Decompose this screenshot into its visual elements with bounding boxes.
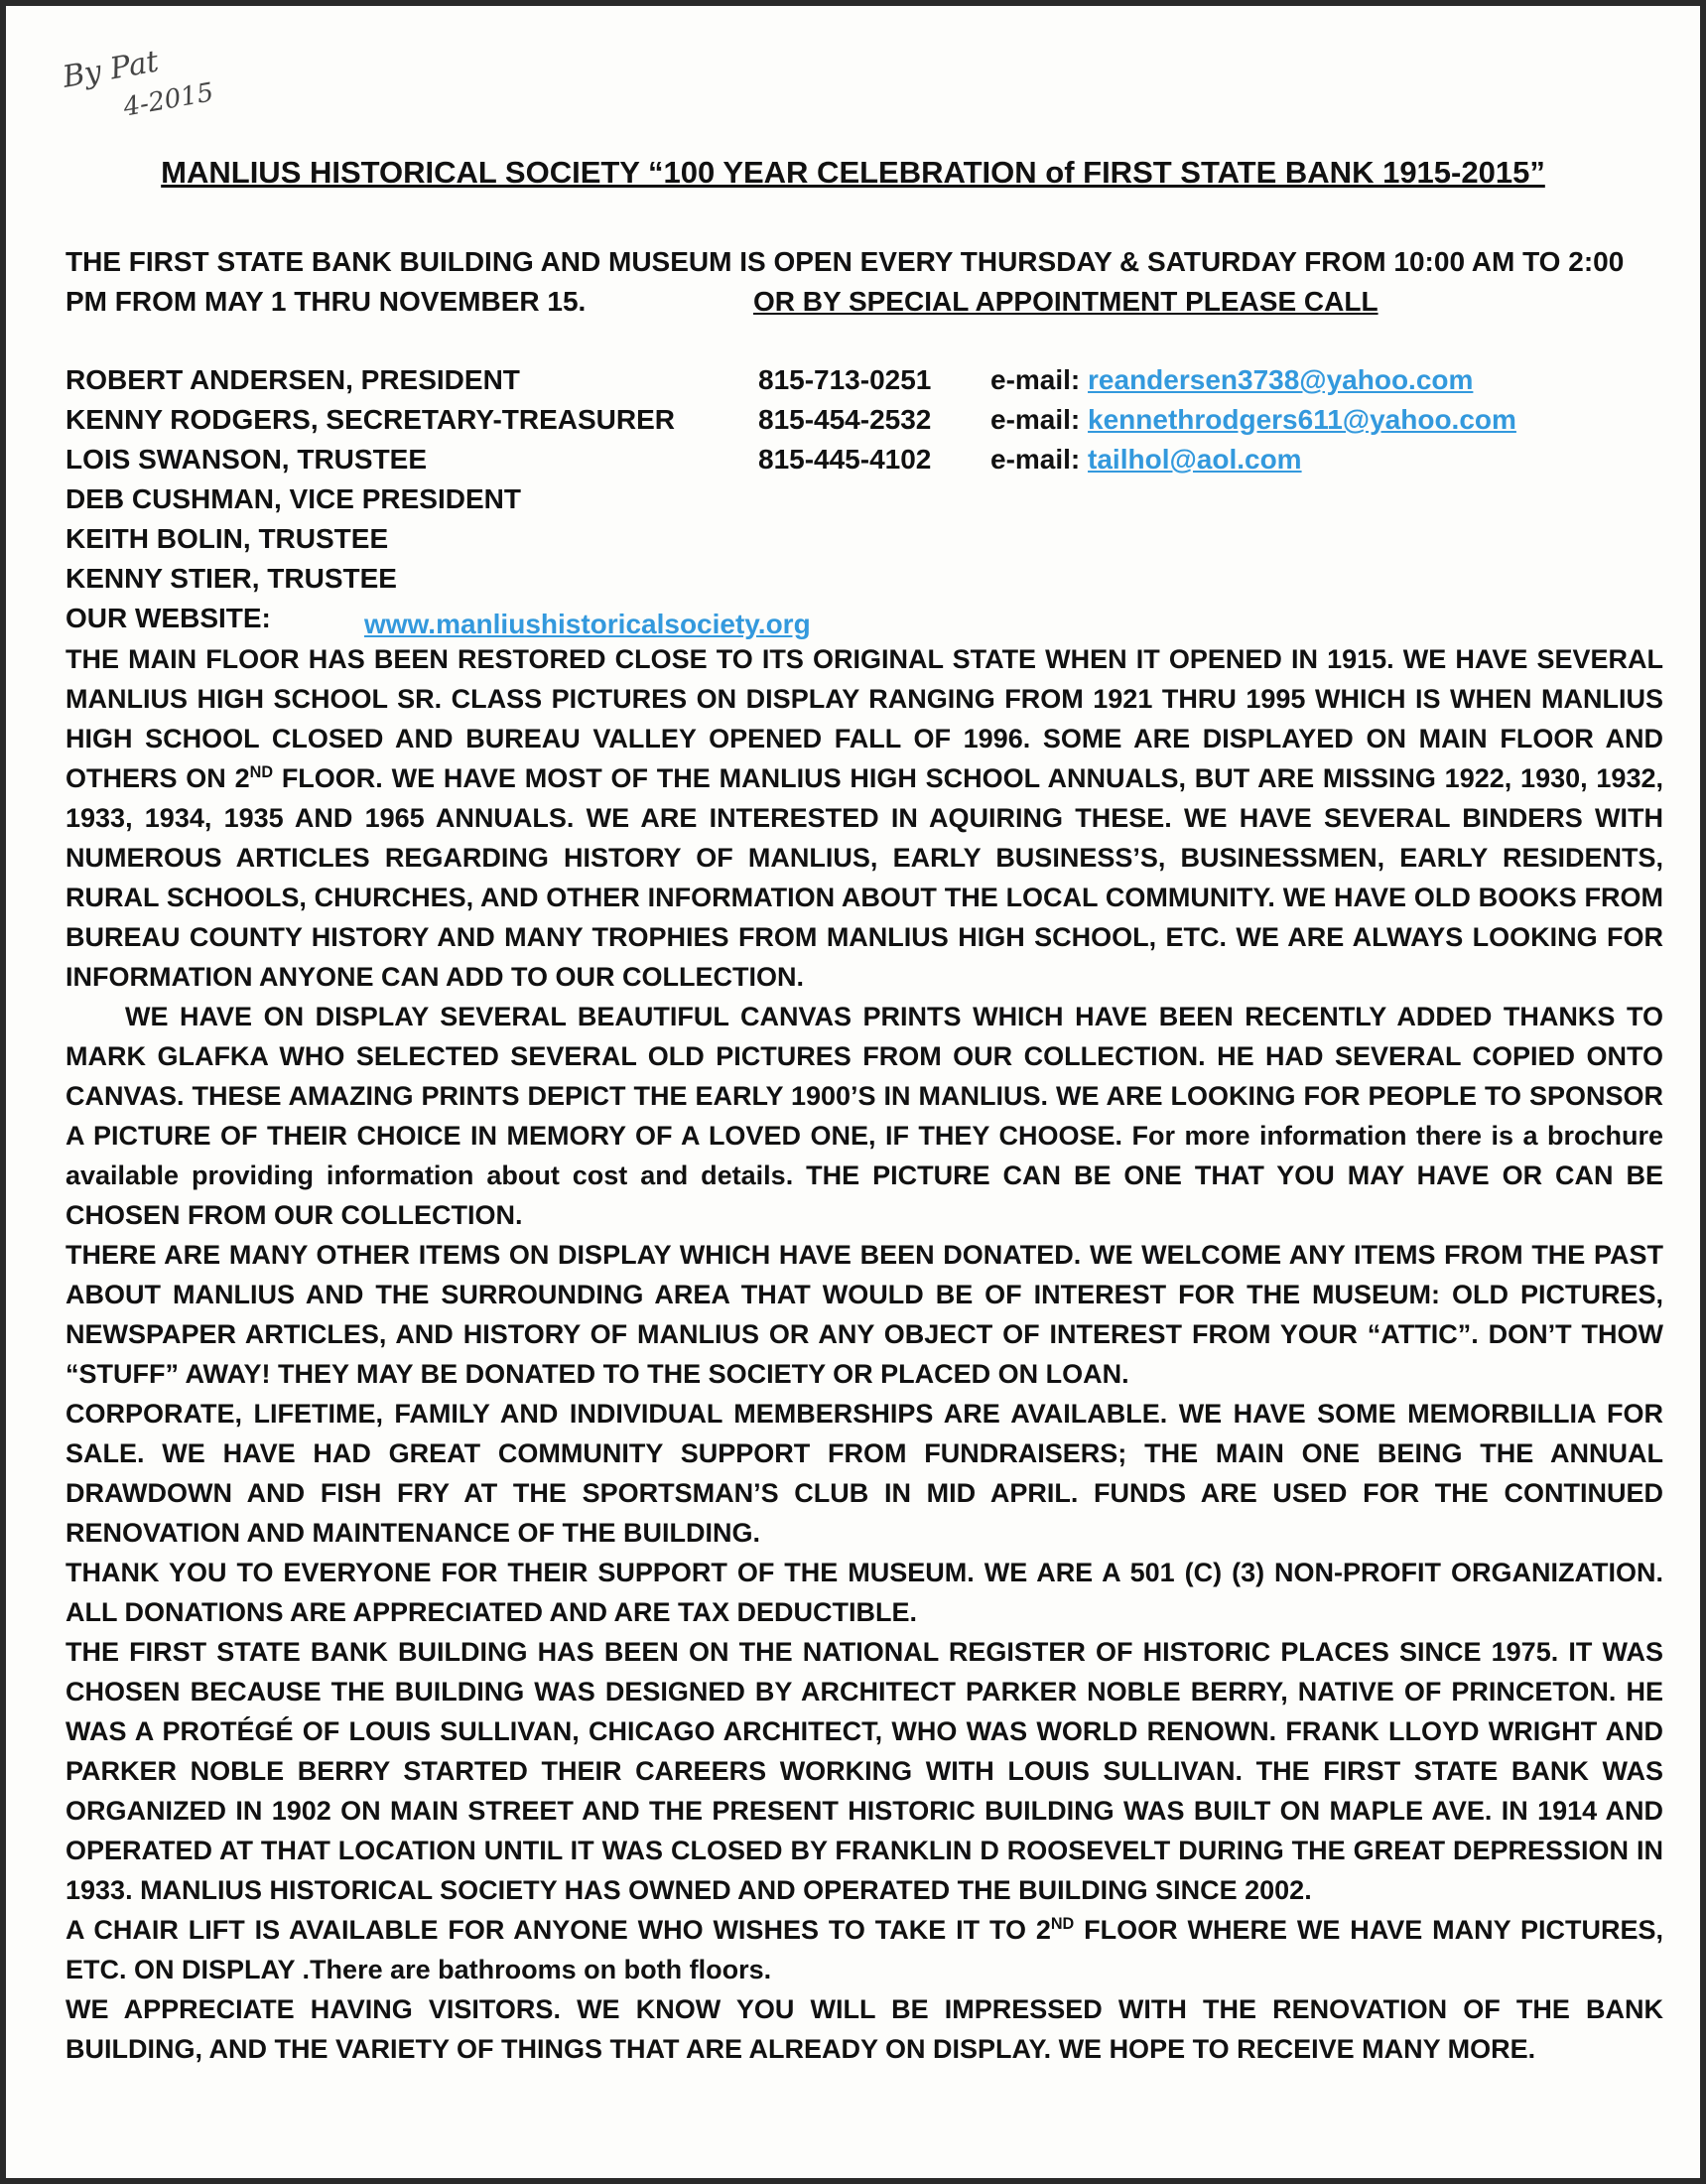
paragraph-text: FLOOR. WE HAVE MOST OF THE MANLIUS HIGH SCHOOL ANNUALS, BUT ARE MISSING 1922, 1930, 1932, 1933, 1934, 1935 AND 1965 ANNUALS. WE ARE INTERESTED IN AQUIRING THESE. WE HAVE SEVERAL BINDERS WITH NUMEROUS ARTICLES REGARDING HISTORY OF MANLIUS, EARLY BUSINESS’S, BUSINESSMEN, EARLY RESIDENTS, RURAL SCHOOLS, CHURCHES, AND OTHER INFORMATION ABOUT THE LOCAL COMMUNITY. WE HAVE OLD BOOKS FROM BUREAU COUNTY HISTORY AND MANY TROPHIES FROM MANLIUS HIGH SCHOOL, ETC. WE ARE ALWAYS LOOKING FOR INFORMATION ANYONE CAN ADD TO OUR COLLECTION. (66, 763, 1663, 992)
email-label: e-mail: (990, 364, 1081, 395)
paragraph-memberships: CORPORATE, LIFETIME, FAMILY AND INDIVIDUAL MEMBERSHIPS ARE AVAILABLE. WE HAVE SOME MEMORBILLIA FOR SALE. WE HAVE HAD GREAT COMMUNITY SUPPORT FROM FUNDRAISERS; THE MAIN ONE BEING THE ANNUAL DRAWDOWN AND FISH FRY AT THE SPORTSMAN’S CLUB IN MID APRIL. FUNDS ARE USED FOR THE CONTINUED RENOVATION AND MAINTENANCE OF THE BUILDING. (66, 1399, 1663, 1548)
paragraph-donated-items: THERE ARE MANY OTHER ITEMS ON DISPLAY WHICH HAVE BEEN DONATED. WE WELCOME ANY ITEMS FROM THE PAST ABOUT MANLIUS AND THE SURROUNDING AREA THAT WOULD BE OF INTEREST FOR THE MUSEUM: OLD PICTURES, NEWSPAPER ARTICLES, AND HISTORY OF MANLIUS OR ANY OBJECT OF INTEREST FROM YOUR “ATTIC”. DON’T THOW “STUFF” AWAY! THEY MAY BE DONATED TO THE SOCIETY OR PLACED ON LOAN. (66, 1240, 1663, 1389)
website-row (66, 599, 1653, 638)
email-label: e-mail: (990, 444, 1081, 475)
paragraph-main-floor (66, 639, 1663, 997)
officer-name: DEB CUSHMAN, VICE PRESIDENT (66, 483, 521, 514)
officer-phone: 815-454-2532 (758, 404, 932, 435)
officer-row (66, 479, 1653, 519)
paragraph-text: THE MAIN FLOOR HAS BEEN RESTORED CLOSE TO ITS ORIGINAL STATE WHEN IT OPENED IN 1915. WE HAVE SEVERAL MANLIUS HIGH SCHOOL SR. CLASS PICTURES ON DISPLAY RANGING FROM 1921 THRU 1995 WHICH IS WHEN MANLIUS HIGH SCHOOL CLOSED AND BUREAU VALLEY OPENED FALL OF 1996. SOME ARE DISPLAYED ON MAIN FLOOR AND OTHERS ON 2 (66, 644, 1663, 793)
document-page (6, 6, 1700, 2178)
paragraph-text: THE PICTURE CAN BE ONE THAT YOU MAY HAVE OR CAN BE CHOSEN FROM OUR COLLECTION. (66, 1160, 1663, 1230)
superscript: ND (249, 763, 274, 781)
paragraph-text: There are bathrooms on both floors. (310, 1955, 772, 1984)
handwritten-author: By Pat (60, 44, 162, 95)
officer-row (66, 400, 1653, 440)
officer-email-group (990, 400, 1516, 440)
paragraph-text: WE HAVE ON DISPLAY SEVERAL BEAUTIFUL CANVAS PRINTS WHICH HAVE BEEN RECENTLY ADDED THANKS TO MARK GLAFKA WHO SELECTED SEVERAL OLD PICTURES FROM OUR COLLECTION. HE HAD SEVERAL COPIED ONTO CANVAS. THESE AMAZING PRINTS DEPICT THE EARLY 1900’S IN MANLIUS. WE ARE LOOKING FOR PEOPLE TO SPONSOR A PICTURE OF THEIR CHOICE IN MEMORY OF A LOVED ONE, IF THEY CHOOSE. (66, 1002, 1663, 1151)
officer-name: KEITH BOLIN, TRUSTEE (66, 523, 389, 554)
officers-list (66, 360, 1653, 638)
officer-name: ROBERT ANDERSEN, PRESIDENT (66, 364, 520, 395)
officer-row (66, 519, 1653, 559)
officer-email-link[interactable]: tailhol@aol.com (1088, 444, 1302, 475)
officer-row (66, 440, 1653, 479)
handwritten-date: 4-2015 (121, 77, 216, 123)
officer-phone: 815-445-4102 (758, 444, 932, 475)
body-text (66, 639, 1663, 2069)
officer-email-link[interactable]: kennethrodgers611@yahoo.com (1088, 404, 1516, 435)
paragraph-visitors: WE APPRECIATE HAVING VISITORS. WE KNOW YOU WILL BE IMPRESSED WITH THE RENOVATION OF THE BANK BUILDING, AND THE VARIETY OF THINGS THAT ARE ALREADY ON DISPLAY. WE HOPE TO RECEIVE MANY MORE. (66, 1994, 1663, 2064)
opening-hours (66, 242, 1653, 322)
paragraph-chair-lift (66, 1910, 1663, 1989)
paragraph-canvas-prints (66, 997, 1663, 1235)
officer-row (66, 360, 1653, 400)
officer-row (66, 559, 1653, 599)
officer-phone: 815-713-0251 (758, 364, 932, 395)
officer-email-group (990, 440, 1302, 479)
superscript: ND (1050, 1915, 1075, 1933)
officer-email-group (990, 360, 1473, 400)
handwritten-note (60, 34, 216, 137)
page-title: MANLIUS HISTORICAL SOCIETY “100 YEAR CELEBRATION of FIRST STATE BANK 1915-2015” (161, 155, 1545, 190)
paragraph-thanks: THANK YOU TO EVERYONE FOR THEIR SUPPORT OF THE MUSEUM. WE ARE A 501 (C) (3) NON-PROFIT ORGANIZATION. ALL DONATIONS ARE APPRECIATED AND ARE TAX DEDUCTIBLE. (66, 1558, 1663, 1627)
officer-name: LOIS SWANSON, TRUSTEE (66, 444, 428, 475)
paragraph-national-register: THE FIRST STATE BANK BUILDING HAS BEEN ON THE NATIONAL REGISTER OF HISTORIC PLACES SINCE 1975. IT WAS CHOSEN BECAUSE THE BUILDING WAS DESIGNED BY ARCHITECT PARKER NOBLE BERRY, NATIVE OF PRINCETON. HE WAS A PROTÉGÉ OF LOUIS SULLIVAN, CHICAGO ARCHITECT, WHO WAS WORLD RENOWN. FRANK LLOYD WRIGHT AND PARKER NOBLE BERRY STARTED THEIR CAREERS WORKING WITH LOUIS SULLIVAN. THE FIRST STATE BANK WAS ORGANIZED IN 1902 ON MAIN STREET AND THE PRESENT HISTORIC BUILDING WAS BUILT ON MAPLE AVE. IN 1914 AND OPERATED AT THAT LOCATION UNTIL IT WAS CLOSED BY FRANKLIN D ROOSEVELT DURING THE GREAT DEPRESSION IN 1933. MANLIUS HISTORICAL SOCIETY HAS OWNED AND OPERATED THE BUILDING SINCE 2002. (66, 1637, 1663, 1905)
officer-name: KENNY RODGERS, SECRETARY-TREASURER (66, 404, 676, 435)
officer-name: KENNY STIER, TRUSTEE (66, 563, 397, 594)
paragraph-text: For more information there is a brochure available providing information about cost and details. (66, 1121, 1663, 1190)
website-link[interactable]: www.manliushistoricalsociety.org (364, 609, 811, 639)
appointment-note: OR BY SPECIAL APPOINTMENT PLEASE CALL (753, 286, 1378, 317)
paragraph-text: FLOOR WHERE WE HAVE MANY PICTURES, ETC. ON DISPLAY . (66, 1915, 1663, 1984)
website-label: OUR WEBSITE: (66, 603, 271, 633)
opening-hours-text: THE FIRST STATE BANK BUILDING AND MUSEUM IS OPEN EVERY THURSDAY & SATURDAY FROM 10:00 AM TO 2:00 PM FROM MAY 1 THRU NOVEMBER 15. (66, 246, 1625, 317)
email-label: e-mail: (990, 404, 1081, 435)
paragraph-text: A CHAIR LIFT IS AVAILABLE FOR ANYONE WHO WISHES TO TAKE IT TO 2 (66, 1915, 1051, 1945)
officer-email-link[interactable]: reandersen3738@yahoo.com (1088, 364, 1474, 395)
